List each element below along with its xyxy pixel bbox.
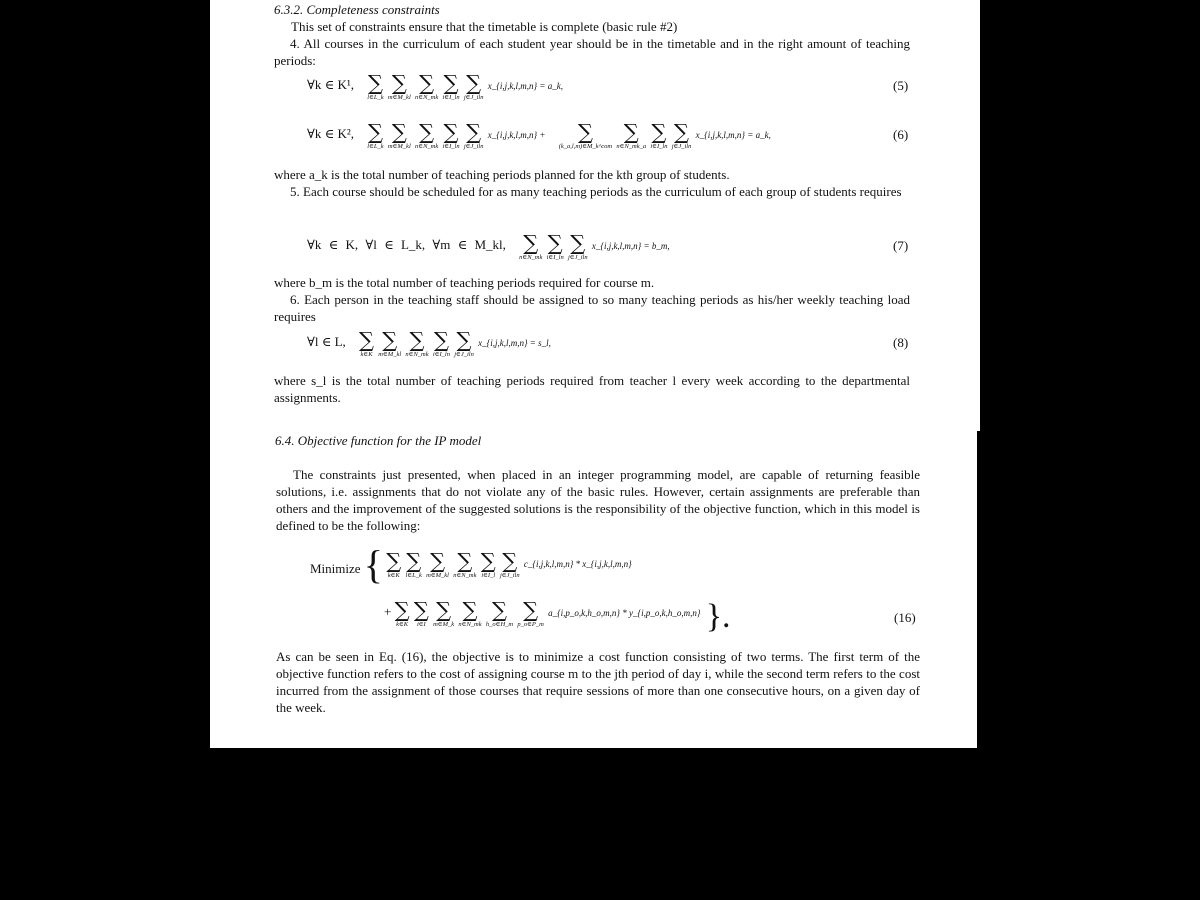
where-b-text: where b_m is the total number of teaching periods required for course m. <box>274 275 655 290</box>
eq6-sum-index: j∈J_iln <box>671 143 692 150</box>
eq5-sum-index: n∈N_mk <box>415 94 439 101</box>
eq16-sum-index: m∈M_k <box>433 621 455 628</box>
eq8-sum-index: k∈K <box>360 351 373 358</box>
eq16-sum-index: n∈N_mk <box>458 621 482 628</box>
equation-5: ∀k ∈ K¹, ∑ l∈L_k ∑ m∈M_kl ∑ n∈N_mk ∑ i∈I_ln ∑ j∈J_iln x_{i,j,k,l,m,n} = a_k, <box>307 71 563 101</box>
equation-16-line-1: Minimize { ∑ k∈K ∑ l∈L_k ∑ m∈M_kl ∑ n∈N_mk ∑ i∈I_l ∑ j∈J_iln c_{i,j,k,l,m,n} * x_{i,j,k,l,m,n} <box>310 542 632 587</box>
eq6-sum-index: j∈J_iln <box>463 143 484 150</box>
eq16-right-brace: }. <box>705 598 731 635</box>
equation-6: ∀k ∈ K², ∑ l∈L_k ∑ m∈M_kl ∑ n∈N_mk ∑ i∈I_ln ∑ j∈J_iln x_{i,j,k,l,m,n} + ∑ (k_a,l,m)∈M_k^com ∑ n∈N_mk_a ∑ i∈I_ln ∑ j∈J_iln x_{i,j,k,l,m,n} = a_k, <box>307 120 771 150</box>
objective-paragraph-2: As can be seen in Eq. (16), the objective is to minimize a cost function consisting of two terms. The first term of the objective function refers to the cost of assigning course m to the jth period of day i, while the second term refers to the cost incurred from the assignment of those courses that require sessions of more than one consecutive hours, on a given day of the week. <box>276 649 920 715</box>
eq6-sum-index: m∈M_kl <box>387 143 411 150</box>
eq16-plus: + <box>384 604 392 619</box>
eq6-sum-index: (k_a,l,m)∈M_k^com <box>558 143 613 150</box>
eq16-sum-index: m∈M_kl <box>426 572 449 579</box>
eq16-sum-index: k∈K <box>396 621 409 628</box>
eq16-minimize-label: Minimize <box>310 561 361 576</box>
eq16-sum-index: k∈K <box>387 572 400 579</box>
equation-number-7: (7) <box>893 238 909 253</box>
eq8-sum-index: n∈N_mk <box>405 351 429 358</box>
eq16-sum-index: l∈L_k <box>405 572 422 579</box>
eq6-sum-index: i∈I_ln <box>442 143 460 150</box>
equation-number-16: (16) <box>894 610 916 625</box>
eq16-term-2: a_{i,p_o,k,h_o,m,n} * y_{i,p_o,k,h_o,m,n} <box>548 608 701 618</box>
eq5-sum-index: m∈M_kl <box>387 94 411 101</box>
eq8-lhs: ∀l ∈ L, <box>307 334 346 349</box>
eq8-sum-index: m∈M_kl <box>378 351 402 358</box>
equation-7: ∀k ∈ K, ∀l ∈ L_k, ∀m ∈ M_kl, ∑ n∈N_mk ∑ i∈I_ln ∑ j∈J_iln x_{i,j,k,l,m,n} = b_m, <box>307 231 670 261</box>
eq16-sum-index: i∈I_l <box>481 572 496 579</box>
where-s-text: where s_l is the total number of teaching periods required from teacher l every week according to the departmental assignments. <box>274 373 910 405</box>
section-title-completeness: 6.3.2. Completeness constraints <box>274 2 440 17</box>
page-bottom <box>210 431 977 748</box>
intro-text: This set of constraints ensure that the timetable is complete (basic rule #2) <box>291 19 678 34</box>
eq6-sum-index: l∈L_k <box>367 143 384 150</box>
eq6-sum-index: i∈I_ln <box>650 143 668 150</box>
eq16-sum-index: j∈J_iln <box>499 572 520 579</box>
eq16-left-brace: { <box>363 542 383 587</box>
equation-number-6: (6) <box>893 127 909 142</box>
eq6-lhs: ∀k ∈ K², <box>307 126 355 141</box>
item-5-text: 5. Each course should be scheduled for as many teaching periods as the curriculum of each group of students requires <box>290 184 902 199</box>
equation-8: ∀l ∈ L, ∑ k∈K ∑ m∈M_kl ∑ n∈N_mk ∑ i∈I_ln ∑ j∈J_iln x_{i,j,k,l,m,n} = s_l, <box>307 328 551 358</box>
eq7-term: x_{i,j,k,l,m,n} = b_m, <box>591 241 670 251</box>
eq6-term-1: x_{i,j,k,l,m,n} + <box>487 130 546 140</box>
objective-paragraph-1: The constraints just presented, when placed in an integer programming model, are capable of returning feasible solutions, i.e. assignments that do not violate any of the basic rules. However, certain assignments are preferable than others and the improvement of the suggested solutions is the responsibility of the objective function, which in this model is defined to be the following: <box>276 467 920 533</box>
eq8-sum-index: i∈I_ln <box>432 351 450 358</box>
eq16-sum-index: h_o∈H_m <box>485 621 514 628</box>
eq6-sum-index: n∈N_mk <box>415 143 439 150</box>
eq6-term-2: x_{i,j,k,l,m,n} = a_k, <box>695 130 771 140</box>
eq7-sum-index: i∈I_ln <box>546 254 564 261</box>
eq5-sum-index: i∈I_ln <box>442 94 460 101</box>
eq7-lhs: ∀k ∈ K, ∀l ∈ L_k, ∀m ∈ M_kl, <box>307 237 506 252</box>
eq5-sum-index: j∈J_iln <box>463 94 484 101</box>
section-title-objective: 6.4. Objective function for the IP model <box>275 433 482 448</box>
eq16-term-1: c_{i,j,k,l,m,n} * x_{i,j,k,l,m,n} <box>523 559 632 569</box>
equation-number-8: (8) <box>893 335 909 350</box>
eq8-sum-index: j∈J_iln <box>454 351 474 358</box>
item-6-text: 6. Each person in the teaching staff should be assigned to so many teaching periods as his/her weekly teaching load requires <box>274 292 910 324</box>
eq5-term: x_{i,j,k,l,m,n} = a_k, <box>487 81 563 91</box>
eq16-sum-index: i∈I <box>416 621 426 628</box>
eq7-sum-index: n∈N_mk <box>519 254 543 261</box>
page-top <box>210 0 980 431</box>
eq8-term: x_{i,j,k,l,m,n} = s_l, <box>478 338 551 348</box>
eq16-sum-index: p_o∈P_m <box>517 621 544 628</box>
where-a-text: where a_k is the total number of teaching periods planned for the kth group of students. <box>274 167 730 182</box>
eq7-sum-index: j∈J_iln <box>567 254 588 261</box>
eq16-sum-index: n∈N_mk <box>453 572 477 579</box>
eq5-sum-index: l∈L_k <box>367 94 384 101</box>
eq5-lhs: ∀k ∈ K¹, <box>307 77 355 92</box>
eq6-sum-index: n∈N_mk_a <box>616 143 647 150</box>
equation-number-5: (5) <box>893 78 909 93</box>
item-4-text: 4. All courses in the curriculum of each student year should be in the timetable and in the right amount of teaching periods: <box>274 36 910 68</box>
equation-16-line-2: + ∑ k∈K ∑ i∈I ∑ m∈M_k ∑ n∈N_mk ∑ h_o∈H_m ∑ p_o∈P_m a_{i,p_o,k,h_o,m,n} * y_{i,p_o,k,h_o,m,n} }. <box>384 598 731 635</box>
